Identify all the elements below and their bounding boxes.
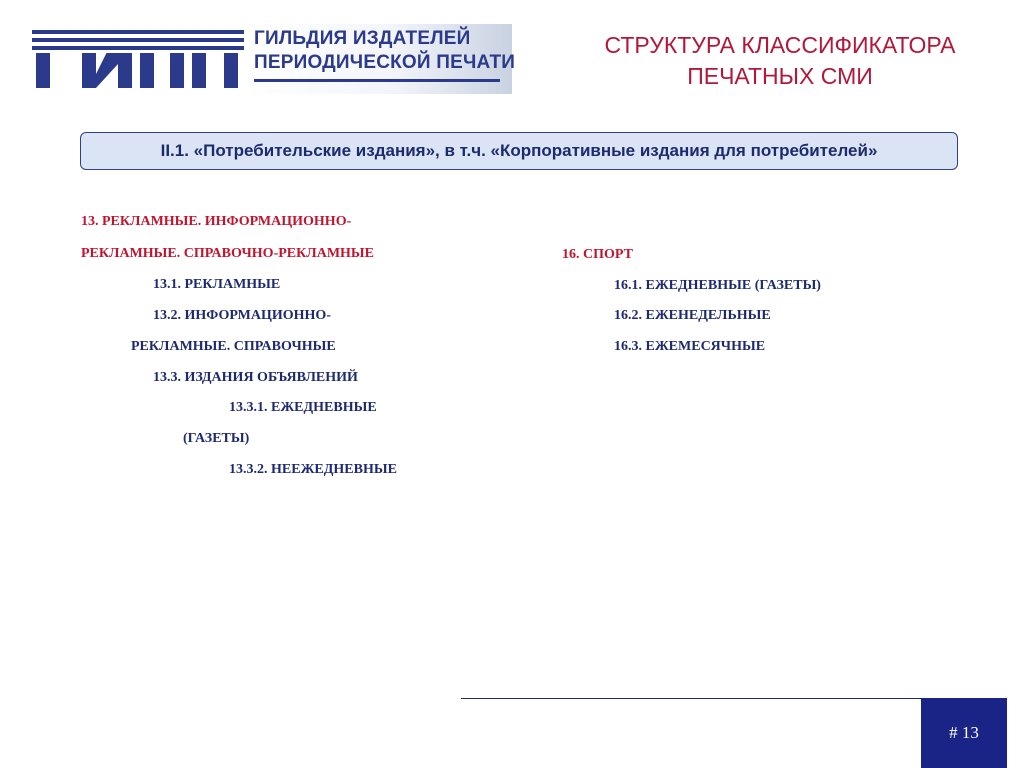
logo-underline (254, 79, 500, 82)
logo-text-box (244, 24, 516, 94)
page-title-line2: ПЕЧАТНЫХ СМИ (687, 63, 873, 89)
list-item: 13.1. РЕКЛАМНЫЕ (153, 277, 281, 292)
gipp-logo-mark (32, 24, 244, 94)
logo-text-line2: ПЕРИОДИЧЕСКОЙ ПЕЧАТИ (254, 52, 516, 73)
page-title-line1: СТРУКТУРА КЛАССИФИКАТОРА (604, 32, 956, 58)
logo-text-line1: ГИЛЬДИЯ ИЗДАТЕЛЕЙ (254, 28, 471, 49)
category-heading-line1: 13. РЕКЛАМНЫЕ. ИНФОРМАЦИОННО- (81, 214, 352, 229)
page-number: # 13 (949, 723, 979, 742)
category-heading: 16. СПОРТ (562, 247, 633, 262)
list-item: 13.2. ИНФОРМАЦИОННО- (153, 308, 331, 323)
list-item: 13.3.1. ЕЖЕДНЕВНЫЕ (229, 400, 377, 415)
publisher-logo (32, 24, 516, 94)
list-item: 16.3. ЕЖЕМЕСЯЧНЫЕ (614, 339, 766, 354)
category-heading-line2: РЕКЛАМНЫЕ. СПРАВОЧНО-РЕКЛАМНЫЕ (81, 246, 375, 261)
section-banner (80, 132, 958, 170)
footer-divider (461, 698, 921, 699)
page-number-badge (921, 698, 1007, 768)
list-item: РЕКЛАМНЫЕ. СПРАВОЧНЫЕ (131, 339, 336, 354)
list-item: (ГАЗЕТЫ) (183, 431, 250, 446)
list-item: 16.2. ЕЖЕНЕДЕЛЬНЫЕ (614, 308, 771, 323)
page-title (560, 30, 1000, 92)
section-banner-text: II.1. «Потребительские издания», в т.ч. «Корпоративные издания для потребителей» (160, 141, 878, 160)
list-item: 16.1. ЕЖЕДНЕВНЫЕ (ГАЗЕТЫ) (614, 278, 821, 293)
list-item: 13.3. ИЗДАНИЯ ОБЪЯВЛЕНИЙ (153, 370, 358, 385)
list-item: 13.3.2. НЕЕЖЕДНЕВНЫЕ (229, 462, 397, 477)
